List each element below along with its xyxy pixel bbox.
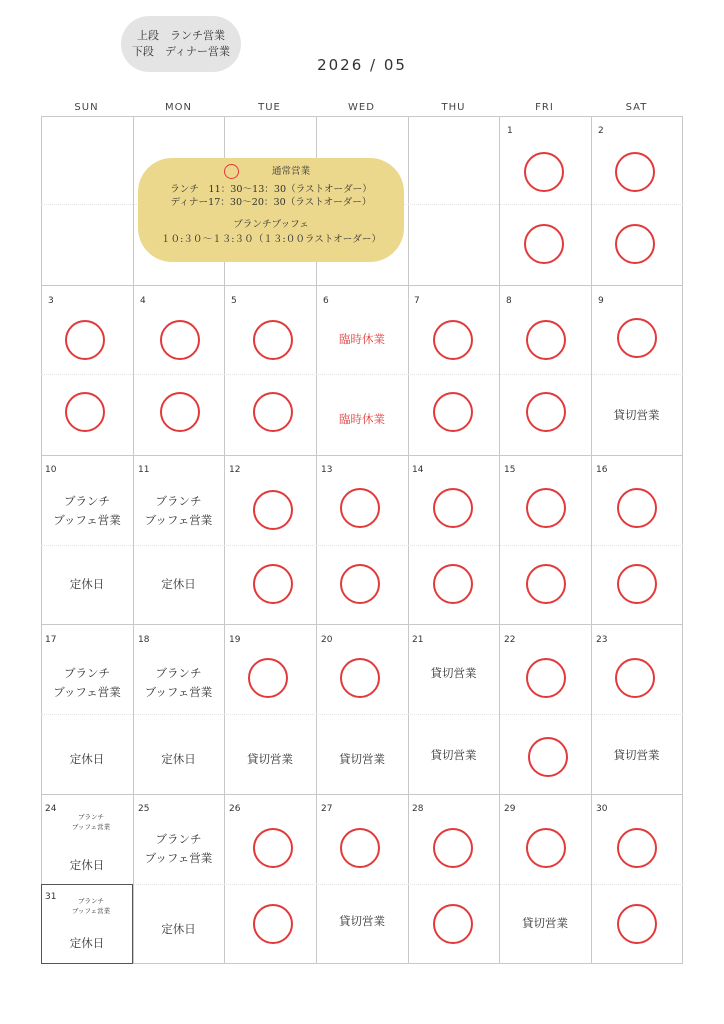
day-number: 22	[504, 635, 516, 645]
day-number: 11	[138, 465, 150, 475]
legend-line-dinner: 下段 ディナー営業	[131, 45, 231, 58]
weekday-fri: FRI	[535, 102, 554, 113]
brunch-line-1: ブランチ	[78, 897, 104, 905]
open-circle-icon	[526, 320, 566, 360]
open-circle-icon	[253, 564, 293, 604]
open-circle-icon	[433, 828, 473, 868]
open-circle-icon	[528, 737, 568, 777]
legend-line-lunch: 上段 ランチ営業	[137, 29, 225, 42]
open-circle-icon	[253, 828, 293, 868]
brunch-line-1: ブランチ	[64, 666, 110, 680]
day-number: 3	[48, 296, 54, 306]
brunch-line-1: ブランチ	[78, 813, 104, 821]
weekday-sun: SUN	[74, 102, 99, 113]
day-number: 17	[45, 635, 57, 645]
regular-holiday-label: 定休日	[161, 752, 196, 766]
brunch-hours: １０:３０〜１３:３０（１３:００ラストオーダー）	[160, 234, 382, 245]
regular-holiday-label: 定休日	[161, 922, 196, 936]
open-circle-icon	[526, 828, 566, 868]
brunch-line-1: ブランチ	[155, 494, 202, 508]
day-number: 4	[140, 296, 146, 306]
day-number: 23	[596, 635, 608, 645]
weekday-thu: THU	[441, 102, 466, 113]
open-circle-icon	[617, 318, 657, 358]
brunch-buffet-label	[41, 492, 133, 530]
brunch-line-2: ブッフェ営業	[144, 851, 213, 865]
open-circle-icon	[340, 658, 380, 698]
open-circle-icon	[526, 658, 566, 698]
private-booking-label: 貸切営業	[613, 748, 660, 762]
open-circle-icon	[433, 904, 473, 944]
brunch-line-1: ブランチ	[155, 832, 202, 846]
day-number: 28	[412, 804, 424, 814]
temporary-closure-label: 臨時休業	[339, 332, 385, 346]
brunch-buffet-small-label	[41, 812, 141, 832]
regular-holiday-label: 定休日	[161, 577, 196, 591]
private-booking-label: 貸切営業	[339, 914, 385, 928]
day-number: 12	[229, 465, 241, 475]
open-circle-icon	[617, 828, 657, 868]
day-number: 14	[412, 465, 424, 475]
day-number: 7	[414, 296, 420, 306]
brunch-buffet-label	[41, 664, 133, 702]
day-number: 30	[596, 804, 608, 814]
private-booking-label: 貸切営業	[430, 666, 477, 680]
month-title: 2026 / 05	[317, 56, 407, 74]
brunch-line-1: ブランチ	[155, 666, 202, 680]
day-number: 13	[321, 465, 333, 475]
day-number: 27	[321, 804, 333, 814]
open-circle-icon	[160, 320, 200, 360]
dinner-hours: ディナー17：30〜20：30（ラストオーダー）	[170, 197, 372, 208]
day-number: 24	[45, 804, 57, 814]
brunch-line-2: ブッフェ営業	[71, 907, 111, 915]
open-circle-icon	[253, 320, 293, 360]
open-circle-icon	[615, 152, 655, 192]
regular-hours-heading: 通常営業	[271, 166, 311, 177]
open-circle-icon	[253, 490, 293, 530]
brunch-buffet-small-label	[41, 896, 141, 916]
private-booking-label: 貸切営業	[430, 748, 477, 762]
brunch-line-1: ブランチ	[64, 494, 110, 508]
day-number: 9	[598, 296, 604, 306]
weekday-wed: WED	[348, 102, 375, 113]
brunch-line-2: ブッフェ営業	[144, 513, 213, 527]
regular-holiday-label: 定休日	[69, 858, 105, 872]
open-circle-icon	[340, 488, 380, 528]
business-hours-card	[138, 158, 404, 262]
weekday-sat: SAT	[625, 102, 648, 113]
open-circle-icon	[615, 224, 655, 264]
regular-holiday-label: 定休日	[69, 936, 105, 950]
day-number: 2	[598, 126, 604, 136]
day-number: 20	[321, 635, 333, 645]
private-booking-label: 貸切営業	[247, 752, 293, 766]
brunch-line-2: ブッフェ営業	[71, 823, 111, 831]
regular-holiday-label: 定休日	[69, 577, 105, 591]
day-number: 19	[229, 635, 241, 645]
day-number: 25	[138, 804, 150, 814]
open-circle-icon	[65, 320, 105, 360]
open-circle-icon	[340, 564, 380, 604]
legend-badge	[121, 16, 241, 72]
open-circle-icon	[433, 392, 473, 432]
open-circle-icon	[617, 488, 657, 528]
open-circle-icon	[65, 392, 105, 432]
day-number: 31	[45, 892, 57, 902]
private-booking-label: 貸切営業	[613, 408, 660, 422]
open-circle-icon	[248, 658, 288, 698]
brunch-line-2: ブッフェ営業	[53, 685, 121, 699]
day-number: 18	[138, 635, 150, 645]
open-circle-icon	[524, 224, 564, 264]
day-number: 16	[596, 465, 608, 475]
brunch-buffet-label	[133, 830, 224, 868]
brunch-heading: ブランチブッフェ	[233, 219, 309, 230]
lunch-hours: ランチ 11：30〜13：30（ラストオーダー）	[170, 184, 372, 195]
open-circle-icon	[253, 904, 293, 944]
day-number: 29	[504, 804, 516, 814]
day-number: 6	[323, 296, 329, 306]
day-number: 26	[229, 804, 241, 814]
private-booking-label: 貸切営業	[522, 916, 568, 930]
weekday-mon: MON	[165, 102, 192, 113]
open-circle-icon	[526, 488, 566, 528]
day-number: 15	[504, 465, 516, 475]
open-circle-icon	[340, 828, 380, 868]
day-number: 8	[506, 296, 512, 306]
open-circle-icon	[617, 904, 657, 944]
open-circle-icon	[524, 152, 564, 192]
open-circle-icon	[253, 392, 293, 432]
day-number: 21	[412, 635, 424, 645]
temporary-closure-label: 臨時休業	[339, 412, 385, 426]
brunch-line-2: ブッフェ営業	[144, 685, 213, 699]
brunch-buffet-label	[133, 492, 224, 530]
day-number: 1	[507, 126, 513, 136]
open-circle-icon	[617, 564, 657, 604]
brunch-buffet-label	[133, 664, 224, 702]
regular-holiday-label: 定休日	[69, 752, 105, 766]
open-circle-icon	[160, 392, 200, 432]
open-circle-icon	[433, 320, 473, 360]
open-circle-icon	[433, 564, 473, 604]
private-booking-label: 貸切営業	[339, 752, 385, 766]
open-circle-icon	[526, 392, 566, 432]
open-circle-icon	[433, 488, 473, 528]
weekday-tue: TUE	[258, 102, 281, 113]
open-circle-icon	[615, 658, 655, 698]
open-circle-icon	[526, 564, 566, 604]
day-number: 5	[231, 296, 237, 306]
brunch-line-2: ブッフェ営業	[53, 513, 121, 527]
day-number: 10	[45, 465, 57, 475]
